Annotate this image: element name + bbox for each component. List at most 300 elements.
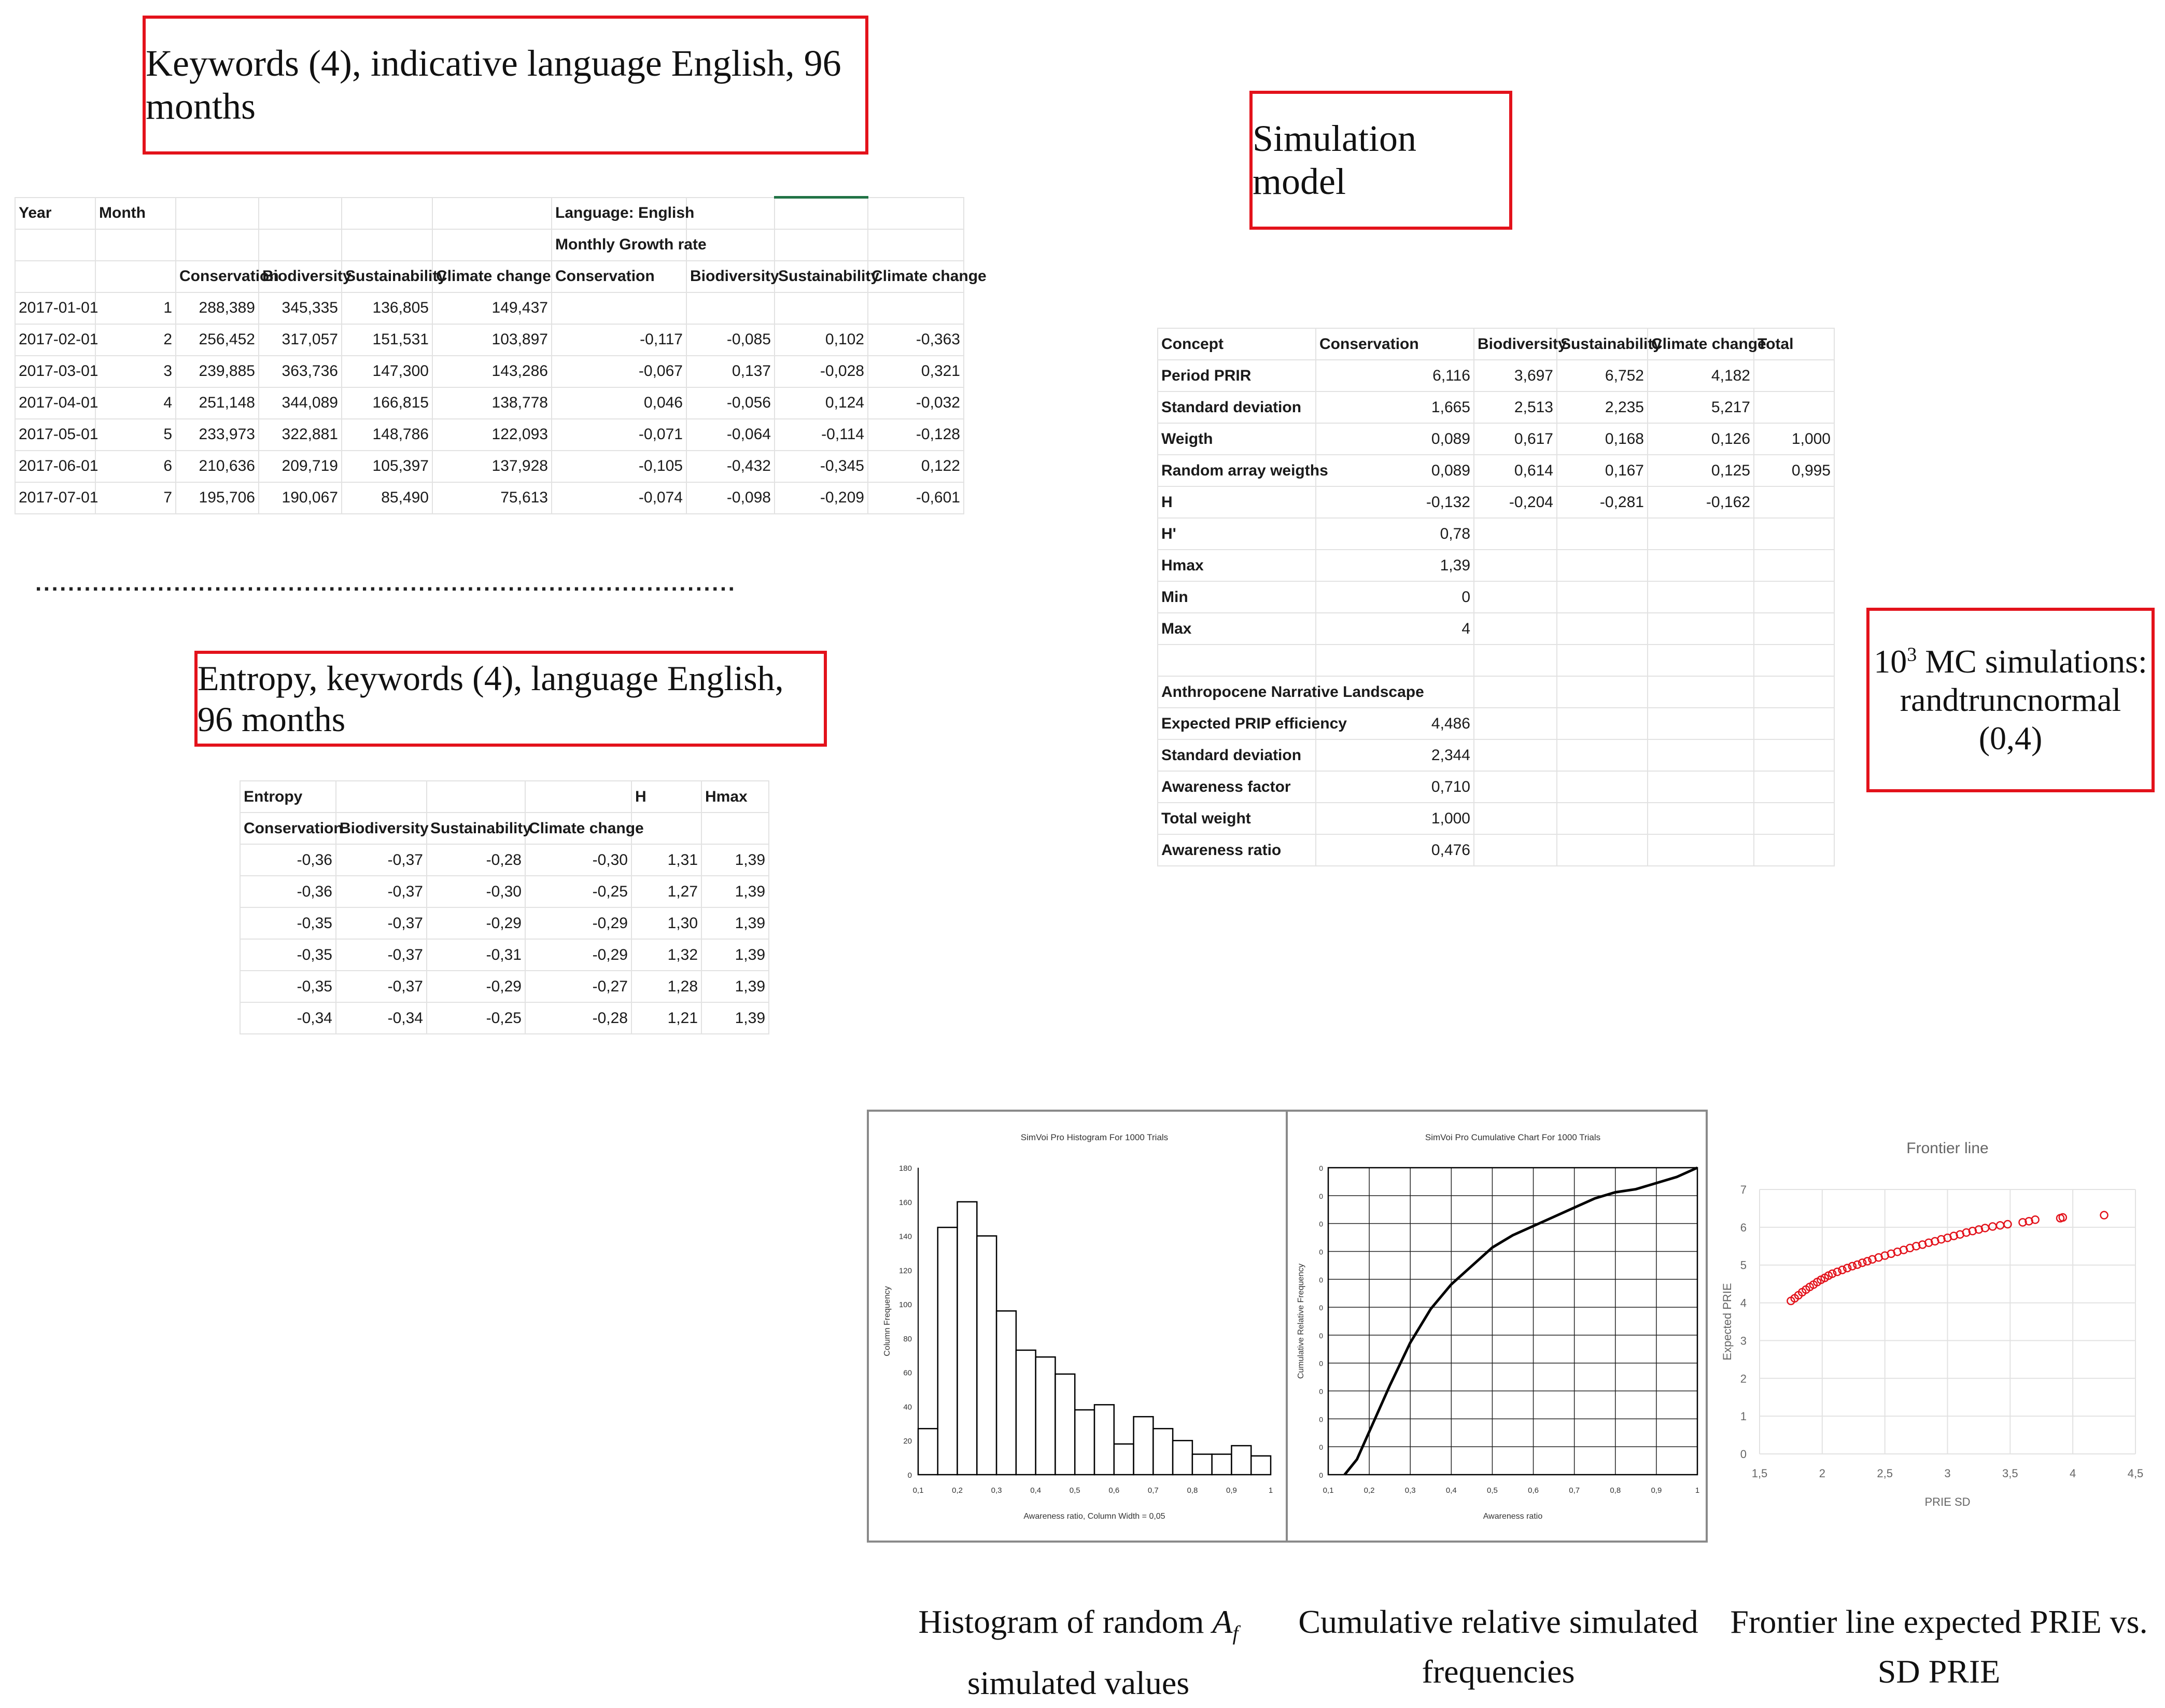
table-cell (1754, 518, 1834, 550)
table-cell (1557, 834, 1648, 866)
table-row (1158, 581, 1834, 613)
table-row (240, 876, 769, 907)
table-cell: 2,344 (1316, 739, 1474, 771)
table-cell (1754, 739, 1834, 771)
table-cell (1474, 739, 1557, 771)
table-cell: 288,389 (176, 292, 259, 324)
x-tick-label: 4 (2070, 1467, 2076, 1480)
cumulative-caption-line2: frequencies (1422, 1653, 1575, 1690)
table-cell: -0,25 (525, 876, 631, 907)
scatter-point (2101, 1212, 2108, 1219)
x-tick-label: 0,5 (1069, 1486, 1080, 1495)
table-row (15, 324, 964, 356)
histogram-caption-line1: Histogram of random $A_f$ (918, 1603, 1239, 1645)
table-cell (686, 292, 775, 324)
table-cell: 239,885 (176, 356, 259, 387)
plot-frame (1328, 1168, 1697, 1475)
histogram-bar (958, 1202, 977, 1475)
histogram-bar (1153, 1429, 1173, 1475)
table-cell (775, 292, 868, 324)
header-row-2 (15, 229, 964, 261)
cumulative-line (1345, 1168, 1697, 1475)
y-tick-label: 4 (1740, 1296, 1747, 1310)
table-cell (1648, 771, 1754, 803)
y-tick-label: 20 (903, 1437, 912, 1446)
table-cell: 363,736 (259, 356, 342, 387)
table-cell (1754, 613, 1834, 645)
table-row (1158, 486, 1834, 518)
hmax-header: Hmax (701, 781, 769, 813)
table-cell: 2017-02-01 (15, 324, 95, 356)
table-cell: -0,35 (240, 971, 336, 1002)
table-row (1158, 455, 1834, 486)
table-cell: 1,39 (701, 876, 769, 907)
y-tick-label: 0 (1319, 1220, 1323, 1228)
table-cell (1648, 550, 1754, 581)
table-cell: -0,30 (427, 876, 525, 907)
table-row (1158, 645, 1834, 676)
table-cell: -0,37 (336, 971, 427, 1002)
table-cell (1474, 613, 1557, 645)
table-cell: Hmax (1158, 550, 1316, 581)
table-cell: 1,32 (631, 939, 701, 971)
histogram-bar (1036, 1357, 1056, 1475)
table-cell: 0,124 (775, 387, 868, 419)
col-header: Sustainability (1557, 328, 1648, 360)
x-tick-label: 0,9 (1226, 1486, 1237, 1495)
mc-line-2: randtruncnormal (0,4) (1900, 681, 2121, 757)
table-cell: -0,25 (427, 1002, 525, 1034)
month-header: Month (95, 198, 176, 229)
table-cell: -0,35 (240, 939, 336, 971)
y-tick-label: 0 (1319, 1192, 1323, 1200)
table-cell (1557, 645, 1648, 676)
table-cell: 0,321 (868, 356, 964, 387)
table-cell: 195,706 (176, 482, 259, 514)
table-cell: -0,281 (1557, 486, 1648, 518)
col-header: Biodiversity (1474, 328, 1557, 360)
entropy-table (240, 780, 769, 1034)
table-cell: 166,815 (342, 387, 432, 419)
selected-cell[interactable] (775, 198, 868, 229)
col-header: Climate change (432, 261, 552, 292)
table-cell: -0,31 (427, 939, 525, 971)
table-cell (1557, 613, 1648, 645)
table-cell: 209,719 (259, 451, 342, 482)
table-cell: 322,881 (259, 419, 342, 451)
table-cell: 3 (95, 356, 176, 387)
table-cell: 143,286 (432, 356, 552, 387)
table-cell: Min (1158, 581, 1316, 613)
table-row (240, 844, 769, 876)
chart-title: Frontier line (1906, 1140, 1989, 1157)
y-tick-label: 40 (903, 1403, 912, 1412)
table-row (1158, 676, 1834, 708)
y-tick-label: 120 (898, 1266, 912, 1276)
x-tick-label: 4,5 (2127, 1467, 2144, 1480)
table-cell: 210,636 (176, 451, 259, 482)
table-cell: 4 (95, 387, 176, 419)
table-cell: 6,116 (1316, 360, 1474, 391)
y-tick-label: 0 (1319, 1359, 1323, 1368)
histogram-bar (918, 1429, 938, 1475)
frontier-panel (1711, 1110, 2149, 1543)
table-cell: H' (1158, 518, 1316, 550)
table-row (15, 482, 964, 514)
table-cell: 345,335 (259, 292, 342, 324)
table-cell (1648, 708, 1754, 739)
table-cell: 103,897 (432, 324, 552, 356)
simulation-model-text: Simulation model (1253, 118, 1417, 202)
table-cell: 251,148 (176, 387, 259, 419)
col-header: Biodiversity (336, 813, 427, 844)
y-tick-label: 0 (1319, 1415, 1323, 1424)
table-cell: 1,665 (1316, 391, 1474, 423)
table-cell (1316, 645, 1474, 676)
col-header: Biodiversity (686, 261, 775, 292)
table-cell: 6,752 (1557, 360, 1648, 391)
table-cell: 1,39 (701, 971, 769, 1002)
table-cell: 0,122 (868, 451, 964, 482)
cumulative-caption (1281, 1597, 1716, 1697)
table-cell (1474, 518, 1557, 550)
table-row (1158, 423, 1834, 455)
table-cell: 3,697 (1474, 360, 1557, 391)
y-axis-label: Column Frequency (883, 1286, 892, 1356)
table-row (1158, 613, 1834, 645)
table-cell: 149,437 (432, 292, 552, 324)
table-row (1158, 803, 1834, 834)
table-cell: -0,37 (336, 907, 427, 939)
table-cell: 1,39 (701, 907, 769, 939)
table-cell: -0,35 (240, 907, 336, 939)
simulation-model-box (1249, 91, 1512, 230)
table-row (15, 292, 964, 324)
table-cell: -0,29 (525, 907, 631, 939)
chart-title: SimVoi Pro Cumulative Chart For 1000 Trials (1425, 1132, 1601, 1142)
table-cell: -0,056 (686, 387, 775, 419)
table-cell: -0,37 (336, 939, 427, 971)
table-cell (1648, 676, 1754, 708)
table-cell: 2017-03-01 (15, 356, 95, 387)
table-cell: Expected PRIP efficiency (1158, 708, 1316, 739)
table-cell (1754, 834, 1834, 866)
cumulative-panel (1286, 1110, 1708, 1543)
table-cell (1557, 803, 1648, 834)
histogram-panel (867, 1110, 1288, 1543)
y-tick-label: 0 (1740, 1448, 1747, 1461)
entropy-column-header-row (240, 813, 769, 844)
table-cell: 2017-01-01 (15, 292, 95, 324)
histogram-bar (1251, 1456, 1271, 1475)
x-tick-label: 0,8 (1610, 1486, 1621, 1495)
x-tick-label: 0,3 (991, 1486, 1002, 1495)
table-cell: 344,089 (259, 387, 342, 419)
scatter-point (1989, 1223, 1997, 1230)
table-row (1158, 834, 1834, 866)
table-cell: 122,093 (432, 419, 552, 451)
histogram-bar (1075, 1410, 1094, 1475)
x-tick-label: 0,3 (1404, 1486, 1416, 1495)
y-tick-label: 80 (903, 1334, 912, 1343)
y-tick-label: 0 (1319, 1276, 1323, 1284)
table-cell: -0,30 (525, 844, 631, 876)
table-cell: H (1158, 486, 1316, 518)
col-header: Total (1754, 328, 1834, 360)
table-cell: 0,617 (1474, 423, 1557, 455)
histogram-bar (938, 1227, 958, 1475)
table-cell: 1,000 (1754, 423, 1834, 455)
frontier-chart (1713, 1112, 2152, 1545)
histogram-caption-line2: simulated values (967, 1664, 1190, 1701)
col-header: Sustainability (342, 261, 432, 292)
table-cell: 0,089 (1316, 455, 1474, 486)
y-tick-label: 60 (903, 1368, 912, 1378)
table-cell: -0,36 (240, 844, 336, 876)
table-cell: 233,973 (176, 419, 259, 451)
table-cell: 1,000 (1316, 803, 1474, 834)
x-tick-label: 3,5 (2002, 1467, 2018, 1480)
table-cell: 0,046 (552, 387, 686, 419)
x-tick-label: 2 (1819, 1467, 1825, 1480)
table-cell: 190,067 (259, 482, 342, 514)
table-cell: 2017-04-01 (15, 387, 95, 419)
table-cell (1648, 645, 1754, 676)
col-header: Concept (1158, 328, 1316, 360)
table-cell: 2017-06-01 (15, 451, 95, 482)
table-row (1158, 391, 1834, 423)
y-tick-label: 3 (1740, 1334, 1747, 1348)
x-axis-label: Awareness ratio (1483, 1512, 1543, 1521)
table-cell (1474, 771, 1557, 803)
table-cell (1557, 518, 1648, 550)
table-cell (1474, 803, 1557, 834)
table-cell: 151,531 (342, 324, 432, 356)
keywords-title-box (143, 16, 868, 155)
x-tick-label: 0,6 (1108, 1486, 1120, 1495)
table-row (1158, 550, 1834, 581)
table-row (15, 356, 964, 387)
table-cell: 0,78 (1316, 518, 1474, 550)
x-tick-label: 0,1 (912, 1486, 924, 1495)
x-axis-label: Awareness ratio, Column Width = 0,05 (1023, 1512, 1165, 1521)
table-cell: 148,786 (342, 419, 432, 451)
entropy-title: Entropy (240, 781, 336, 813)
table-cell (1754, 645, 1834, 676)
table-cell: -0,34 (240, 1002, 336, 1034)
y-tick-label: 140 (898, 1232, 912, 1241)
col-header: Conservation (1316, 328, 1474, 360)
table-cell: 5 (95, 419, 176, 451)
table-cell: -0,098 (686, 482, 775, 514)
header-row-1 (15, 198, 964, 229)
table-cell (1754, 676, 1834, 708)
histogram-bar (1016, 1350, 1036, 1475)
table-cell: 4 (1316, 613, 1474, 645)
x-tick-label: 0,4 (1030, 1486, 1042, 1495)
table-cell (1648, 739, 1754, 771)
table-cell: -0,37 (336, 876, 427, 907)
table-cell: Max (1158, 613, 1316, 645)
table-cell (1648, 581, 1754, 613)
table-cell: -0,36 (240, 876, 336, 907)
histogram-bar (1173, 1440, 1192, 1475)
table-cell: 1,21 (631, 1002, 701, 1034)
table-cell: 1 (95, 292, 176, 324)
y-tick-label: 0 (1319, 1248, 1323, 1256)
table-cell (1754, 803, 1834, 834)
x-tick-label: 0,9 (1651, 1486, 1662, 1495)
language-header: Language: English (552, 198, 686, 229)
table-cell: -0,28 (427, 844, 525, 876)
y-tick-label: 1 (1740, 1410, 1747, 1423)
histogram-bar (1212, 1454, 1232, 1475)
col-header: Climate change (868, 261, 964, 292)
table-cell: -0,064 (686, 419, 775, 451)
col-header: Conservation (240, 813, 336, 844)
table-cell: -0,204 (1474, 486, 1557, 518)
table-cell: -0,028 (775, 356, 868, 387)
x-tick-label: 2,5 (1877, 1467, 1893, 1480)
mc-simulations-box (1866, 608, 2155, 792)
cumulative-caption-line1: Cumulative relative simulated (1298, 1603, 1698, 1640)
x-tick-label: 0,2 (1363, 1486, 1375, 1495)
table-cell (1474, 834, 1557, 866)
table-cell: Standard deviation (1158, 739, 1316, 771)
table-row (1158, 771, 1834, 803)
table-cell: 256,452 (176, 324, 259, 356)
y-axis-label: Cumulative Relative Frequency (1297, 1263, 1305, 1379)
table-cell: 2017-05-01 (15, 419, 95, 451)
table-cell: -0,085 (686, 324, 775, 356)
table-cell (1474, 550, 1557, 581)
histogram-bar (1055, 1374, 1075, 1475)
table-cell: 85,490 (342, 482, 432, 514)
table-cell (1754, 486, 1834, 518)
col-header: Sustainability (775, 261, 868, 292)
histogram-bar (1114, 1444, 1134, 1475)
table-cell: 1,39 (701, 844, 769, 876)
table-row (15, 419, 964, 451)
table-cell: -0,28 (525, 1002, 631, 1034)
table-cell (1158, 645, 1316, 676)
col-header: Climate change (1648, 328, 1754, 360)
col-header: Conservation (176, 261, 259, 292)
table-cell: Total weight (1158, 803, 1316, 834)
table-row (1158, 739, 1834, 771)
growth-header: Monthly Growth rate (552, 229, 686, 261)
x-tick-label: 0,7 (1147, 1486, 1159, 1495)
y-tick-label: 0 (1319, 1443, 1323, 1452)
x-tick-label: 0,2 (952, 1486, 963, 1495)
table-cell: 147,300 (342, 356, 432, 387)
table-cell: 136,805 (342, 292, 432, 324)
histogram-bar (1094, 1405, 1114, 1475)
x-tick-label: 1 (1695, 1486, 1700, 1495)
x-tick-label: 1 (1268, 1486, 1273, 1495)
col-header: Biodiversity (259, 261, 342, 292)
frontier-caption-line2: SD PRIE (1877, 1653, 2001, 1690)
histogram-bar (977, 1236, 996, 1475)
table-cell (1754, 550, 1834, 581)
col-header: Climate change (525, 813, 631, 844)
table-cell: -0,363 (868, 324, 964, 356)
scatter-point (1997, 1222, 2004, 1229)
table-cell: 0,995 (1754, 455, 1834, 486)
table-cell (1754, 708, 1834, 739)
table-row (240, 907, 769, 939)
mc-line-1: $10^3$ MC simulations: (1874, 643, 2147, 680)
table-cell: 317,057 (259, 324, 342, 356)
table-cell: 105,397 (342, 451, 432, 482)
y-tick-label: 7 (1740, 1183, 1747, 1196)
frontier-caption (1726, 1597, 2152, 1697)
table-cell: 0,168 (1557, 423, 1648, 455)
table-cell: -0,067 (552, 356, 686, 387)
table-row (1158, 518, 1834, 550)
table-cell: 5,217 (1648, 391, 1754, 423)
table-cell: 1,39 (701, 1002, 769, 1034)
table-cell: -0,37 (336, 844, 427, 876)
table-cell: 75,613 (432, 482, 552, 514)
table-cell: 0,126 (1648, 423, 1754, 455)
dotted-separator: ...................................................................................... (35, 570, 737, 596)
histogram-caption (881, 1597, 1275, 1708)
histogram-bar (1231, 1446, 1251, 1475)
chart-title: SimVoi Pro Histogram For 1000 Trials (1020, 1132, 1169, 1142)
table-cell: -0,34 (336, 1002, 427, 1034)
table-cell (1557, 550, 1648, 581)
table-row (1158, 360, 1834, 391)
x-tick-label: 0,6 (1528, 1486, 1539, 1495)
table-row (240, 1002, 769, 1034)
table-row (240, 971, 769, 1002)
y-tick-label: 5 (1740, 1258, 1747, 1272)
table-cell: 0,125 (1648, 455, 1754, 486)
table-cell: 0,614 (1474, 455, 1557, 486)
table-cell: 2,513 (1474, 391, 1557, 423)
table-cell: 2 (95, 324, 176, 356)
table-cell (1474, 676, 1557, 708)
simulation-table (1157, 328, 1835, 866)
table-cell (1474, 708, 1557, 739)
cumulative-chart (1288, 1112, 1706, 1541)
table-cell: 0,137 (686, 356, 775, 387)
table-cell: -0,27 (525, 971, 631, 1002)
col-header: Sustainability (427, 813, 525, 844)
table-cell: -0,601 (868, 482, 964, 514)
table-cell (1557, 676, 1648, 708)
table-cell: Random array weigths (1158, 455, 1316, 486)
table-cell (1754, 391, 1834, 423)
table-cell (552, 292, 686, 324)
table-cell: 1,31 (631, 844, 701, 876)
y-tick-label: 0 (907, 1471, 912, 1480)
y-tick-label: 0 (1319, 1164, 1323, 1172)
table-cell: -0,29 (427, 907, 525, 939)
simulation-header-row (1158, 328, 1834, 360)
table-cell: Period PRIR (1158, 360, 1316, 391)
histogram-bar (1134, 1417, 1154, 1475)
table-cell: 1,27 (631, 876, 701, 907)
y-tick-label: 0 (1319, 1471, 1323, 1479)
table-cell (1754, 771, 1834, 803)
table-cell: -0,345 (775, 451, 868, 482)
y-tick-label: 2 (1740, 1372, 1747, 1385)
table-cell: Awareness factor (1158, 771, 1316, 803)
table-cell: -0,117 (552, 324, 686, 356)
table-row (240, 939, 769, 971)
